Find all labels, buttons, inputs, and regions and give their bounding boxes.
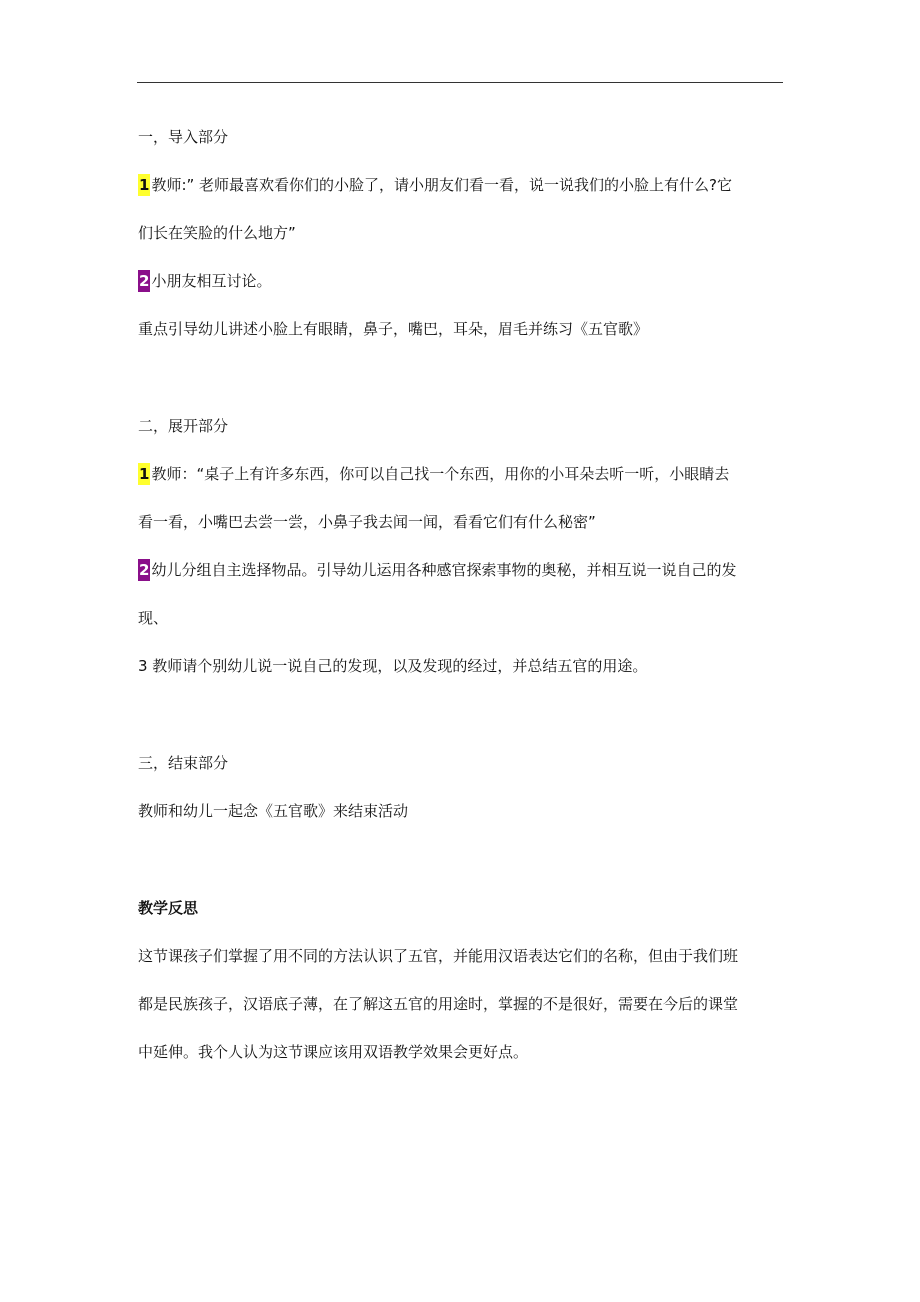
reflection-line-2: 都是民族孩子，汉语底子薄，在了解这五官的用途时，掌握的不是很好，需要在今后的课堂 bbox=[138, 995, 739, 1013]
development-step-3: 3 教师请个别幼儿说一说自己的发现，以及发现的经过，并总结五官的用途。 bbox=[138, 657, 648, 675]
ending-text: 教师和幼儿一起念《五官歌》来结束活动 bbox=[138, 802, 409, 820]
header-rule bbox=[137, 82, 783, 83]
intro-note: 重点引导幼儿讲述小脸上有眼睛，鼻子，嘴巴，耳朵，眉毛并练习《五官歌》 bbox=[138, 320, 649, 338]
intro-step-2 bbox=[138, 270, 271, 292]
section-heading-development: 二，展开部分 bbox=[138, 417, 229, 435]
development-step-2-text: 幼儿分组自主选择物品。引导幼儿运用各种感官探索事物的奥秘，并相互说一说自己的发 bbox=[151, 561, 737, 579]
development-step-1 bbox=[138, 463, 729, 485]
section-heading-intro: 一，导入部分 bbox=[138, 128, 229, 146]
intro-step-1 bbox=[138, 174, 732, 196]
intro-step-1-cont: 们长在笑脸的什么地方” bbox=[138, 224, 296, 242]
step-number-badge: 1 bbox=[139, 176, 150, 194]
intro-step-2-text: 小朋友相互讨论。 bbox=[151, 272, 272, 290]
development-step-2-cont: 现、 bbox=[138, 609, 169, 627]
development-step-1-text: 教师：“桌子上有许多东西，你可以自己找一个东西，用你的小耳朵去听一听，小眼睛去 bbox=[151, 465, 730, 483]
reflection-line-3: 中延伸。我个人认为这节课应该用双语教学效果会更好点。 bbox=[138, 1043, 529, 1061]
development-step-1-cont: 看一看，小嘴巴去尝一尝，小鼻子我去闻一闻，看看它们有什么秘密” bbox=[138, 513, 596, 531]
reflection-heading: 教学反思 bbox=[138, 899, 199, 917]
step-number-badge: 2 bbox=[139, 272, 150, 290]
reflection-line-1: 这节课孩子们掌握了用不同的方法认识了五官，并能用汉语表达它们的名称，但由于我们班 bbox=[138, 947, 739, 965]
development-step-2 bbox=[138, 559, 736, 581]
step-number-badge: 1 bbox=[139, 465, 150, 483]
step-number-badge: 2 bbox=[139, 561, 150, 579]
section-heading-ending: 三，结束部分 bbox=[138, 754, 229, 772]
intro-step-1-text: 教师:” 老师最喜欢看你们的小脸了，请小朋友们看一看，说一说我们的小脸上有什么?它 bbox=[151, 176, 732, 194]
